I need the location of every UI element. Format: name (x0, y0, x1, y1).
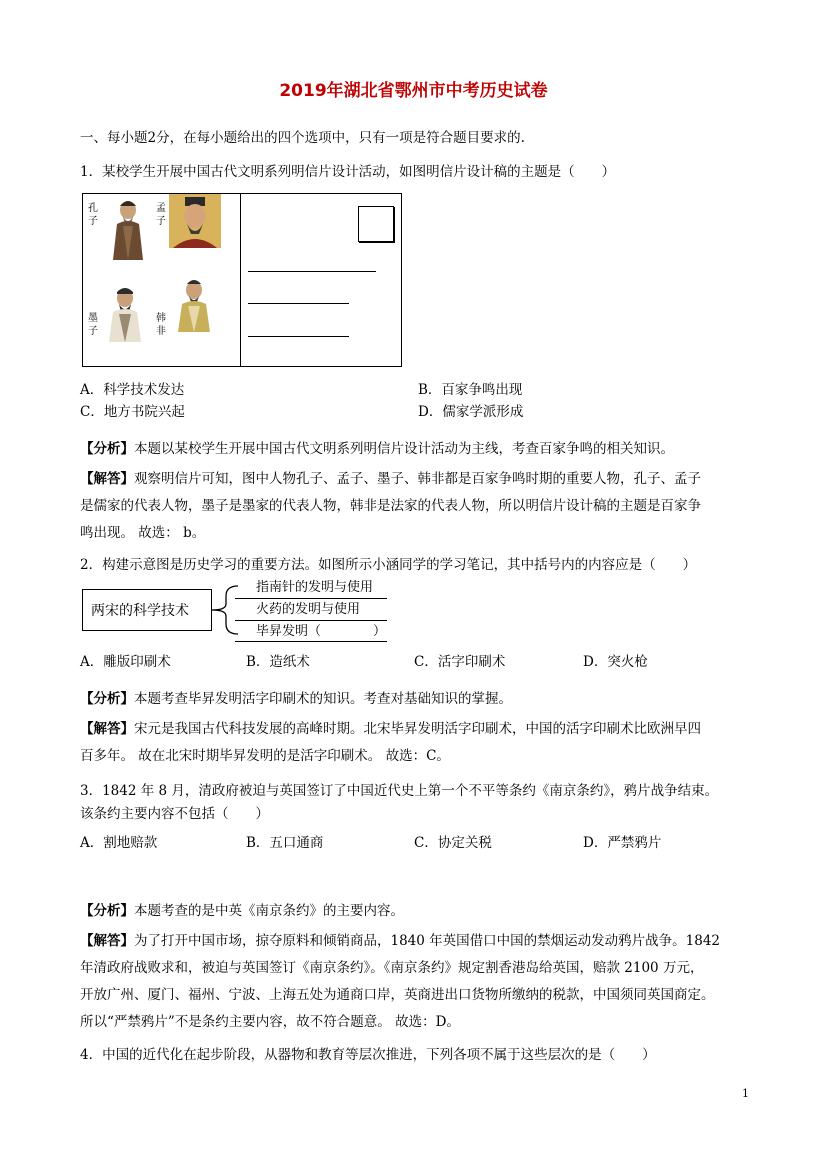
q2-analysis-text: 本题考查毕昇发明活字印刷术的知识。考查对基础知识的掌握。 (134, 691, 512, 707)
q3-analysis-text: 本题考查的是中英《南京条约》的主要内容。 (134, 903, 404, 919)
diagram-note: 毕昇发明（ ） (256, 624, 387, 639)
q2-analysis (80, 686, 755, 713)
page-title: 2019年湖北省鄂州市中考历史试卷 (279, 81, 548, 101)
q1-analysis-text: 本题以某校学生开展中国古代文明系列明信片设计活动为主线，考查百家争鸣的相关知识。 (134, 441, 674, 457)
q2-answer-line: 百多年。 故在北宋时期毕昇发明的是活字印刷术。 故选：C。 (80, 748, 450, 764)
answer-label: 【解答】 (80, 933, 134, 949)
address-line (248, 336, 349, 337)
q3-answer-line: 年清政府战败求和，被迫与英国签订《南京条约》。《南京条约》规定割香港岛给英国，赔款 2100 万元， (80, 960, 704, 976)
q3-answer-line: 开放广州、厦门、福州、宁波、上海五处为通商口岸，英商进出口货物所缴纳的税款，中国须同英国商定。 (80, 987, 715, 1003)
q1-option-b: B．百家争鸣出现 (418, 382, 523, 398)
q1-option-d: D．儒家学派形成 (418, 404, 524, 420)
q1-answer (80, 466, 755, 547)
postcard-figure (82, 193, 402, 367)
q2-option-b: B．造纸术 (246, 654, 310, 670)
answer-label: 【解答】 (80, 721, 134, 737)
stamp-box (358, 206, 394, 242)
q2-option-c: C．活字印刷术 (414, 654, 506, 670)
diagram-note: 指南针的发明与使用 (256, 580, 374, 595)
note-underline (235, 641, 387, 642)
confucius-portrait (105, 196, 151, 262)
q3-analysis (80, 898, 755, 925)
q3-stem-line: 该条约主要内容不包括（ ） (80, 806, 269, 822)
q3-option-c: C．协定关税 (414, 835, 492, 851)
q2-answer (80, 716, 755, 770)
mozi-portrait (105, 286, 145, 342)
q2-stem: 2．构建示意图是历史学习的重要方法。如图所示小涵同学的学习笔记，其中括号内的内容应是（ ） (80, 557, 697, 573)
q1-analysis (80, 436, 755, 463)
diagram-note: 火药的发明与使用 (256, 602, 361, 617)
address-line (248, 271, 376, 272)
q3-stem-line: 3．1842 年 8 月，清政府被迫与英国签订了中国近代史上第一个不平等条约《南京条约》，鸦片战争结束。 (80, 783, 719, 799)
q3-answer-line: 所以“严禁鸦片”不是条约主要内容，故不符合题意。 故选：D。 (80, 1014, 460, 1030)
q2-option-d: D．突火枪 (583, 654, 648, 670)
diagram-box (82, 589, 212, 631)
q3-option-b: B．五口通商 (246, 835, 324, 851)
diagram-box-label: 两宋的科学技术 (91, 603, 189, 619)
q1-stem: 1．某校学生开展中国古代文明系列明信片设计活动，如图明信片设计稿的主题是（ ） (80, 164, 616, 180)
name-mozi: 墨子 (88, 313, 98, 337)
mencius-portrait (169, 194, 221, 248)
name-kongzi: 孔子 (88, 203, 98, 227)
diagram-brace (210, 584, 240, 636)
page-number: 1 (742, 1087, 749, 1100)
q1-answer-line: 鸣出现。 故选： b。 (80, 525, 206, 541)
analysis-label: 【分析】 (80, 903, 134, 919)
name-mengzi: 孟子 (156, 203, 166, 227)
q1-option-a: A．科学技术发达 (80, 382, 185, 398)
q1-answer-line: 是儒家的代表人物，墨子是墨家的代表人物，韩非是法家的代表人物，所以明信片设计稿的主题是百家争 (80, 498, 701, 514)
q4-stem: 4．中国的近代化在起步阶段，从器物和教育等层次推进，下列各项不属于这些层次的是（ ） (80, 1047, 656, 1063)
q2-option-a: A．雕版印刷术 (80, 654, 171, 670)
analysis-label: 【分析】 (80, 691, 134, 707)
analysis-label: 【分析】 (80, 441, 134, 457)
address-line (248, 303, 349, 304)
q1-option-c: C．地方书院兴起 (80, 404, 185, 420)
hanfei-portrait (175, 276, 213, 332)
postcard-divider (240, 194, 241, 366)
q3-option-d: D．严禁鸦片 (583, 835, 662, 851)
q3-answer (80, 928, 755, 1036)
q1-answer-line: 观察明信片可知，图中人物孔子、孟子、墨子、韩非都是百家争鸣时期的重要人物，孔子、孟子 (134, 471, 701, 487)
note-underline (235, 620, 387, 621)
q3-option-a: A．割地赔款 (80, 835, 158, 851)
q2-answer-line: 宋元是我国古代科技发展的高峰时期。北宋毕昇发明活字印刷术，中国的活字印刷术比欧洲早四 (134, 721, 701, 737)
q3-answer-line: 为了打开中国市场，掠夺原料和倾销商品，1840 年英国借口中国的禁烟运动发动鸦片战争。1842 (134, 933, 721, 949)
note-underline (235, 598, 387, 599)
answer-label: 【解答】 (80, 471, 134, 487)
name-hanfei: 韩非 (156, 313, 166, 337)
section-instruction: 一、每小题2分，在每小题给出的四个选项中，只有一项是符合题目要求的. (80, 130, 525, 146)
